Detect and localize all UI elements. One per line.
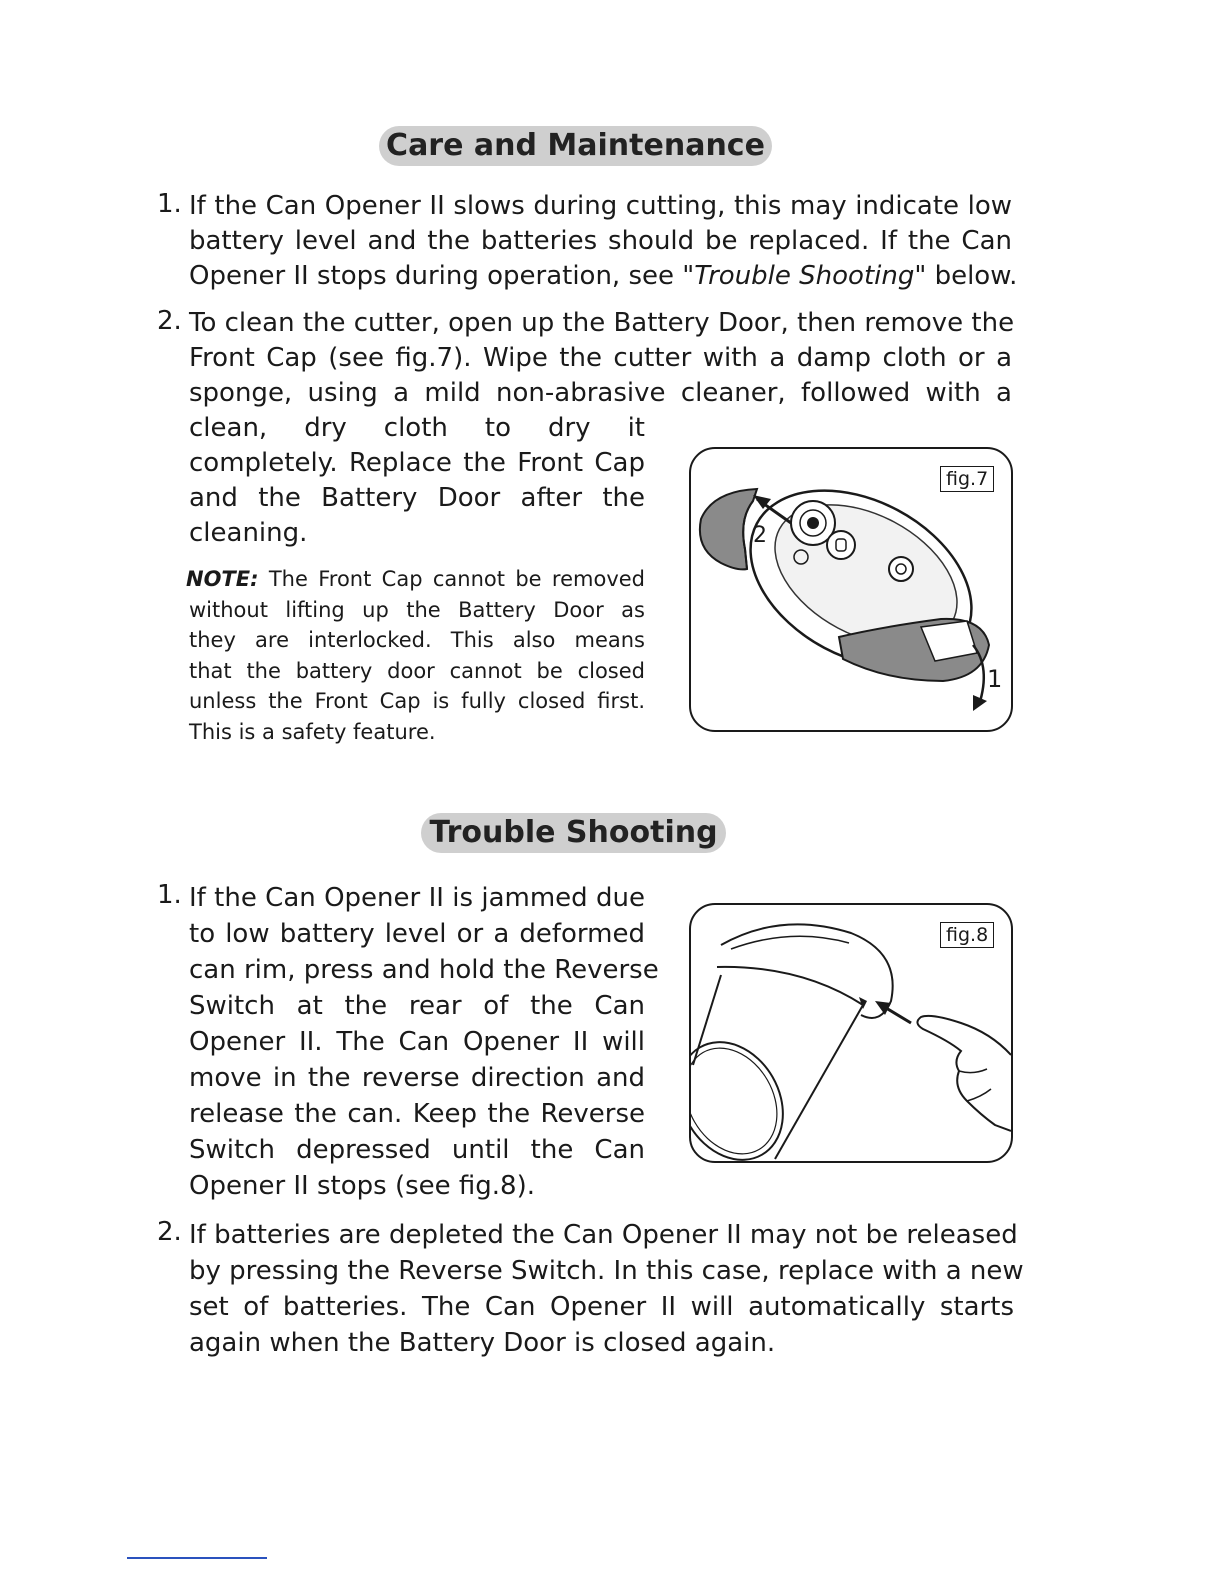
trouble-item-2-text bbox=[189, 1217, 1024, 1361]
text-line: to low battery level or a deformed bbox=[189, 919, 645, 949]
care-item-1-text bbox=[189, 189, 1018, 294]
text-line: If the Can Opener II is jammed due bbox=[189, 883, 645, 913]
footer-rule bbox=[127, 1557, 267, 1559]
text-line: unless the Front Cap is fully closed first. bbox=[189, 689, 645, 713]
note-label: NOTE: bbox=[186, 567, 259, 591]
text-line: To clean the cutter, open up the Battery Door, then remove the bbox=[189, 308, 1015, 338]
text-line: battery level and the batteries should be replaced. If the Can bbox=[189, 226, 1012, 256]
text-line: Switch depressed until the Can bbox=[189, 1135, 645, 1165]
text-line: clean, dry cloth to dry it bbox=[189, 413, 645, 443]
figure-7 bbox=[689, 447, 1013, 732]
text-line: that the battery door cannot be closed bbox=[189, 658, 645, 683]
trouble-item-1-number: 1. bbox=[157, 880, 182, 910]
text-line: Front Cap (see fig.7). Wipe the cutter with a damp cloth or a bbox=[189, 343, 1012, 373]
trouble-heading: Trouble Shooting bbox=[421, 813, 726, 853]
text-line: This is a safety feature. bbox=[189, 719, 436, 744]
text-line: If the Can Opener II slows during cutting, this may indicate low bbox=[189, 191, 1012, 221]
text-line: without lifting up the Battery Door as bbox=[189, 597, 645, 622]
care-item-2-text bbox=[189, 306, 1015, 411]
text-line: Opener II. The Can Opener II will bbox=[189, 1027, 645, 1057]
text-line: cleaning. bbox=[189, 518, 308, 548]
care-note bbox=[186, 564, 645, 747]
note-first-line bbox=[186, 564, 645, 595]
text-line: move in the reverse direction and bbox=[189, 1063, 645, 1093]
text-line: again when the Battery Door is closed again. bbox=[189, 1328, 776, 1358]
text-line: set of batteries. The Can Opener II will automatically starts bbox=[189, 1292, 1014, 1322]
text-line: Switch at the rear of the Can bbox=[189, 991, 645, 1021]
care-item-2-text-narrow bbox=[189, 411, 645, 551]
text-line: Opener II stops (see fig.8). bbox=[189, 1171, 535, 1201]
text-line: Opener II stops during operation, see "Trouble Shooting" below. bbox=[189, 261, 1018, 291]
text-line: sponge, using a mild non-abrasive cleaner, followed with a bbox=[189, 378, 1012, 408]
fig-7-label: fig.7 bbox=[940, 466, 994, 492]
care-item-1-number: 1. bbox=[157, 189, 182, 219]
text-line: If batteries are depleted the Can Opener II may not be released bbox=[189, 1220, 1018, 1250]
trouble-item-1-text bbox=[189, 880, 659, 1204]
text-line: they are interlocked. This also means bbox=[189, 628, 645, 652]
fig-8-label: fig.8 bbox=[940, 922, 994, 948]
text-line: release the can. Keep the Reverse bbox=[189, 1099, 645, 1129]
text-line: can rim, press and hold the Reverse bbox=[189, 955, 659, 985]
figure-8 bbox=[689, 903, 1013, 1163]
care-item-2-number: 2. bbox=[157, 306, 182, 336]
trouble-shooting-reference: Trouble Shooting bbox=[694, 261, 915, 291]
text-line: and the Battery Door after the bbox=[189, 483, 645, 513]
arrow-1-label: 1 bbox=[987, 665, 1003, 693]
text-line: by pressing the Reverse Switch. In this case, replace with a new bbox=[189, 1256, 1024, 1286]
trouble-item-2-number: 2. bbox=[157, 1217, 182, 1247]
arrow-2-label: 2 bbox=[753, 523, 767, 548]
care-heading: Care and Maintenance bbox=[379, 126, 772, 166]
note-first-line-text: The Front Cap cannot be removed bbox=[258, 567, 645, 591]
text-line: completely. Replace the Front Cap bbox=[189, 448, 645, 478]
